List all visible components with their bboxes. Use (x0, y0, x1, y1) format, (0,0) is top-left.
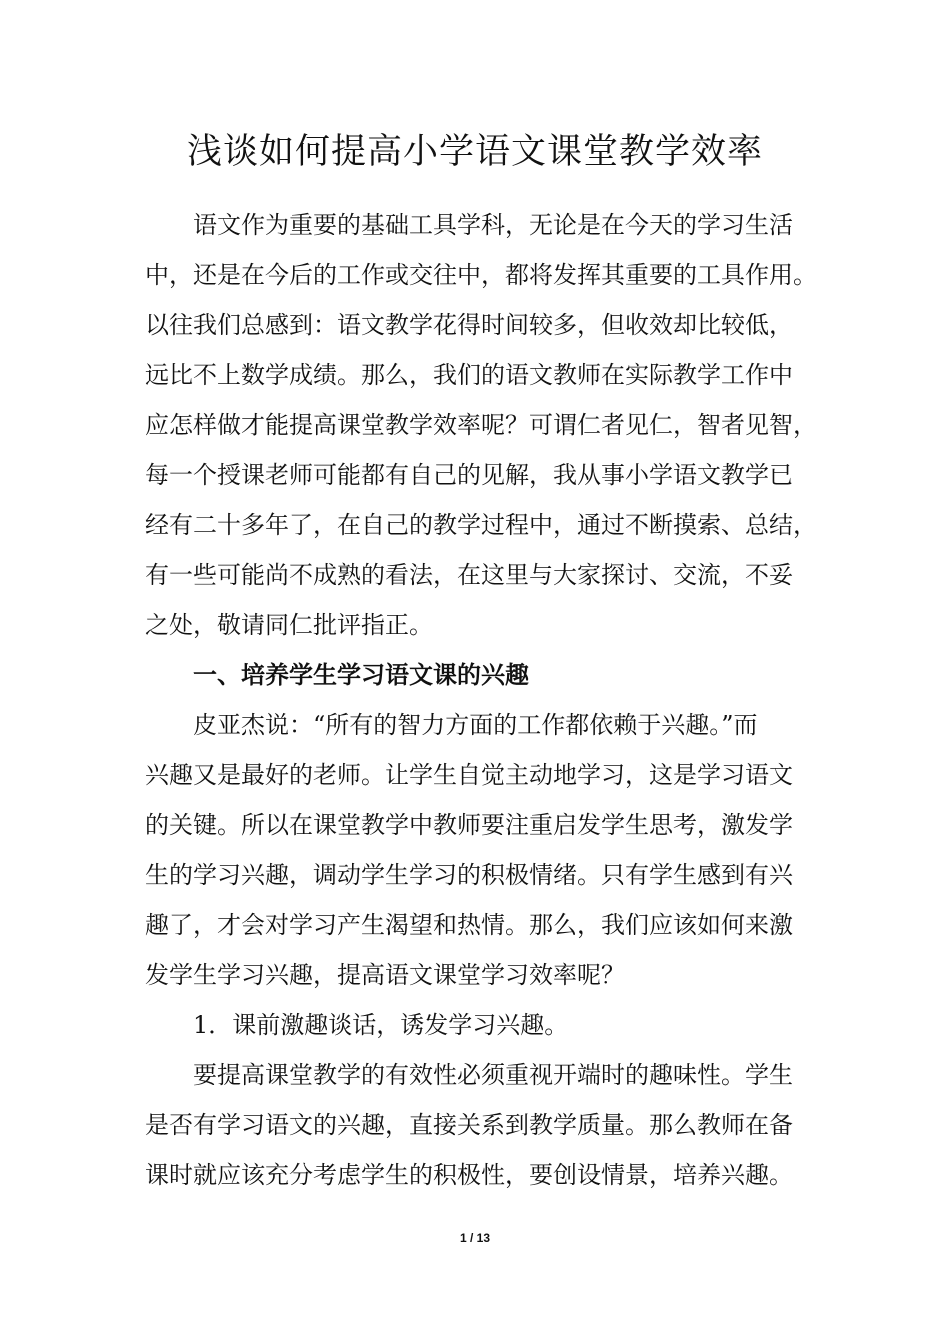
page-number: 1 / 13 (459, 1231, 491, 1245)
paragraph-line: 之处，敬请同仁批评指正。 (145, 611, 433, 639)
paragraph-line: 每一个授课老师可能都有自己的见解，我从事小学语文教学已 (145, 461, 793, 489)
paragraph-line: 兴趣又是最好的老师。让学生自觉主动地学习，这是学习语文 (145, 761, 793, 789)
paragraph-line: 中，还是在今后的工作或交往中，都将发挥其重要的工具作用。 (145, 261, 817, 289)
paragraph-line: 要提高课堂教学的有效性必须重视开端时的趣味性。学生 (193, 1061, 793, 1089)
paragraph-line: 应怎样做才能提高课堂教学效率呢？可谓仁者见仁，智者见智， (145, 411, 817, 439)
document-title: 浅谈如何提高小学语文课堂教学效率 (186, 132, 763, 172)
paragraph-line: 发学生学习兴趣，提高语文课堂学习效率呢？ (145, 961, 625, 989)
paragraph-line: 远比不上数学成绩。那么，我们的语文教师在实际教学工作中 (145, 361, 793, 389)
paragraph-line: 语文作为重要的基础工具学科，无论是在今天的学习生活 (193, 211, 793, 239)
paragraph-line: 皮亚杰说：“所有的智力方面的工作都依赖于兴趣。”而 (193, 711, 758, 739)
paragraph-line: 以往我们总感到：语文教学花得时间较多，但收效却比较低， (145, 311, 793, 339)
paragraph-line: 是否有学习语文的兴趣，直接关系到教学质量。那么教师在备 (145, 1111, 793, 1139)
paragraph-line: 课时就应该充分考虑学生的积极性，要创设情景，培养兴趣。 (145, 1161, 793, 1189)
paragraph-line: 生的学习兴趣，调动学生学习的积极情绪。只有学生感到有兴 (145, 861, 793, 889)
paragraph-line: 的关键。所以在课堂教学中教师要注重启发学生思考，激发学 (145, 811, 793, 839)
section-heading: 一、培养学生学习语文课的兴趣 (193, 661, 529, 689)
subsection-heading: 1．课前激趣谈话，诱发学习兴趣。 (193, 1011, 569, 1039)
paragraph-line: 经有二十多年了，在自己的教学过程中，通过不断摸索、总结， (145, 511, 817, 539)
paragraph-line: 有一些可能尚不成熟的看法，在这里与大家探讨、交流，不妥 (145, 561, 793, 589)
paragraph-line: 趣了，才会对学习产生渴望和热情。那么，我们应该如何来激 (145, 911, 793, 939)
